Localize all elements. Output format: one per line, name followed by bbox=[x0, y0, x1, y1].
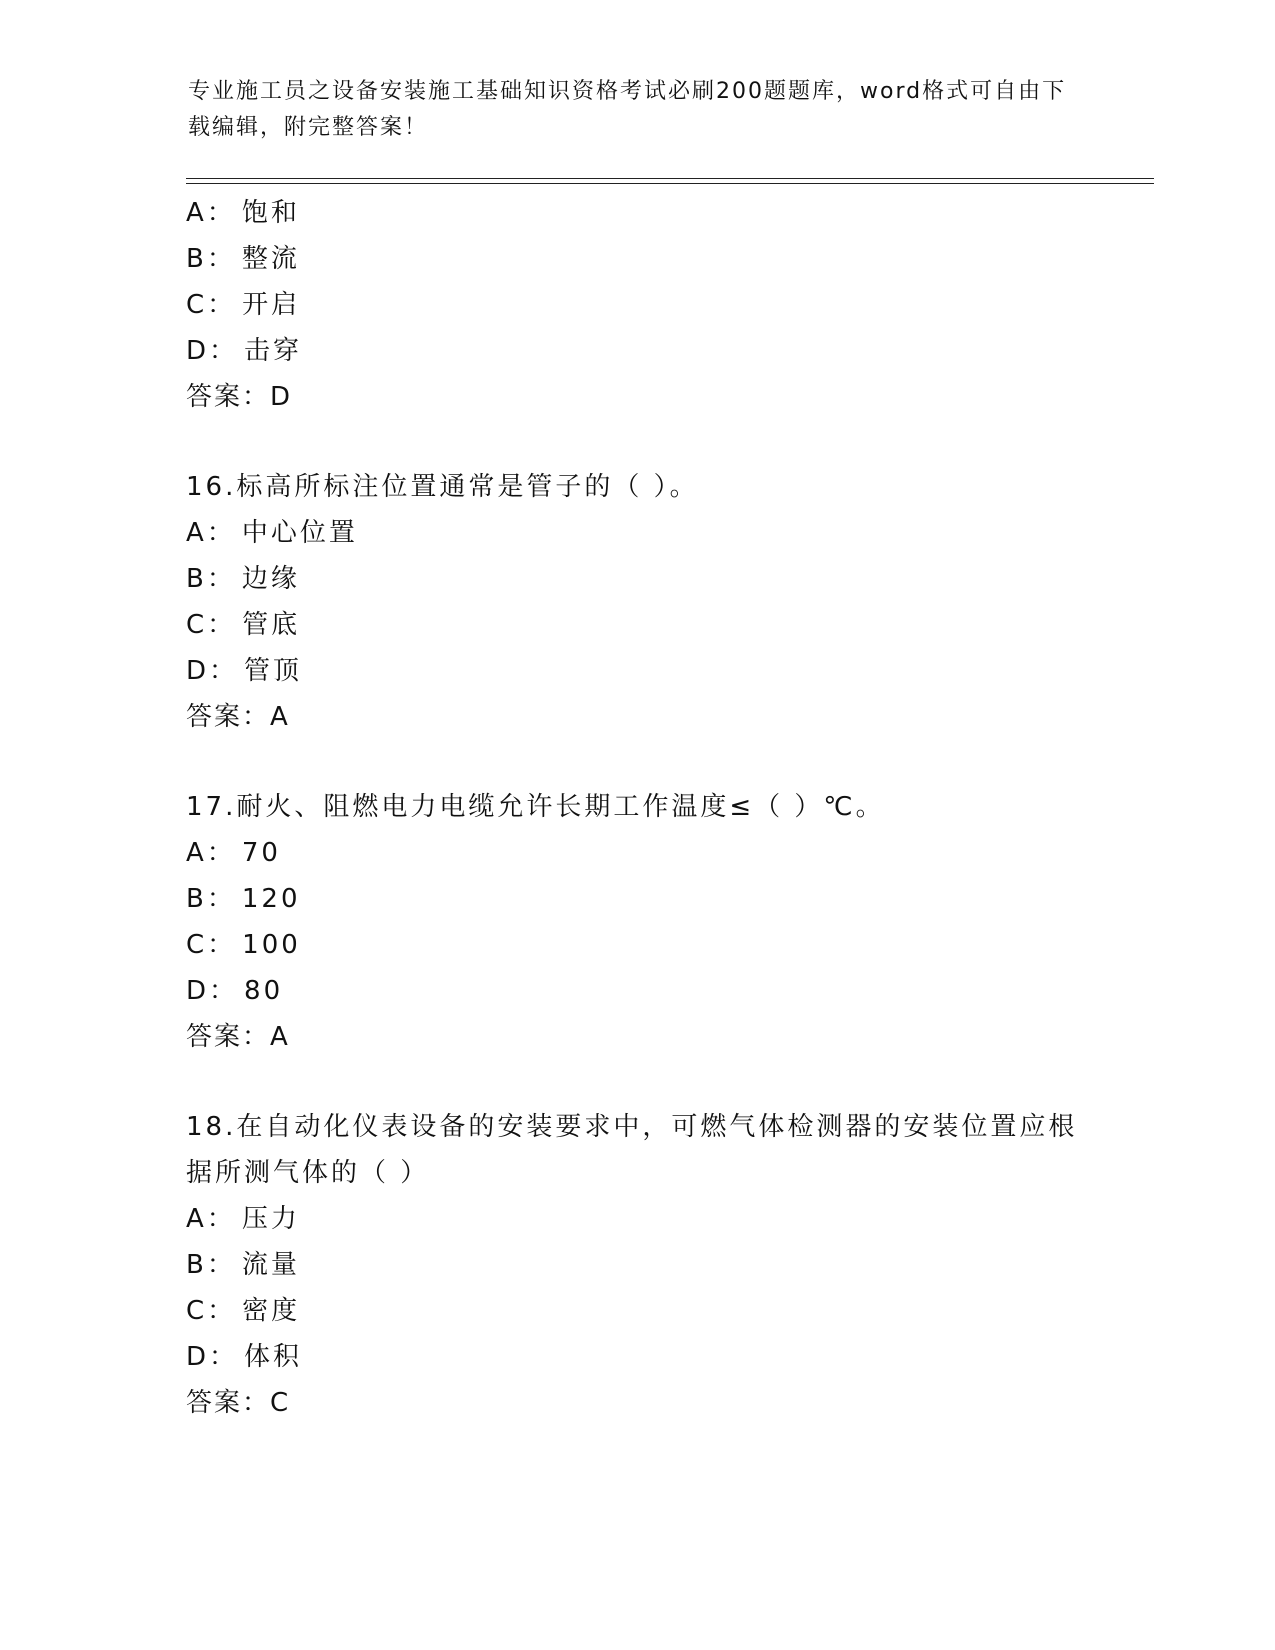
option-b: B： 120 bbox=[186, 884, 301, 914]
option-b: B： 整流 bbox=[186, 244, 300, 274]
option-b: B： 边缘 bbox=[186, 564, 300, 594]
header-divider-top bbox=[186, 178, 1154, 179]
option-d: D： 体积 bbox=[186, 1342, 303, 1372]
answer-line: 答案：C bbox=[186, 1388, 291, 1418]
answer-line: 答案：A bbox=[186, 1022, 290, 1052]
option-d: D： 80 bbox=[186, 976, 284, 1006]
option-a: A： 70 bbox=[186, 838, 281, 868]
option-c: C： 管底 bbox=[186, 610, 301, 640]
option-a: A： 压力 bbox=[186, 1204, 300, 1234]
question-block-prev bbox=[186, 190, 1086, 420]
answer-line: 答案：D bbox=[186, 382, 293, 412]
question-block-18 bbox=[186, 1104, 1086, 1426]
option-a: A： 中心位置 bbox=[186, 518, 358, 548]
question-stem: 18.在自动化仪表设备的安装要求中，可燃气体检测器的安装位置应根据所测气体的（ ） bbox=[186, 1112, 1078, 1188]
question-stem: 17.耐火、阻燃电力电缆允许长期工作温度≤（ ）℃。 bbox=[186, 792, 885, 822]
question-stem: 16.标高所标注位置通常是管子的（ ）。 bbox=[186, 472, 699, 502]
option-c: C： 100 bbox=[186, 930, 301, 960]
option-a: A： 饱和 bbox=[186, 198, 300, 228]
question-block-16 bbox=[186, 464, 1086, 740]
option-c: C： 开启 bbox=[186, 290, 301, 320]
question-list bbox=[186, 190, 1086, 1426]
document-header: 专业施工员之设备安装施工基础知识资格考试必刷200题题库，word格式可自由下载编辑，附完整答案！ bbox=[188, 79, 1067, 140]
option-d: D： 击穿 bbox=[186, 336, 303, 366]
question-block-17 bbox=[186, 784, 1086, 1060]
option-d: D： 管顶 bbox=[186, 656, 303, 686]
option-b: B： 流量 bbox=[186, 1250, 300, 1280]
answer-line: 答案：A bbox=[186, 702, 290, 732]
option-c: C： 密度 bbox=[186, 1296, 301, 1326]
header-divider-bottom bbox=[186, 183, 1154, 184]
